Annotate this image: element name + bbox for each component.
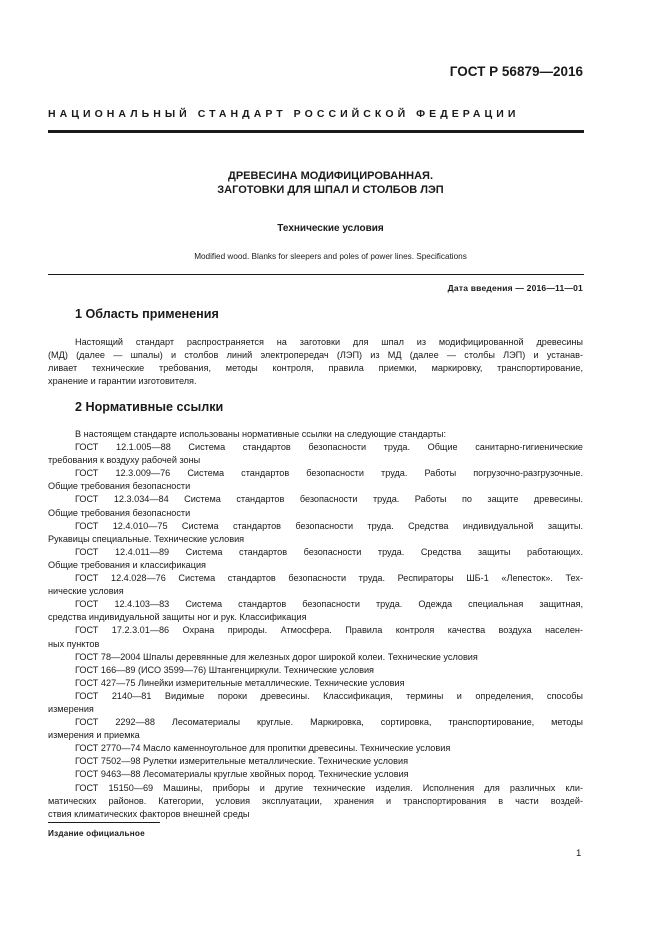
reference-line: измерения и приемка: [48, 730, 140, 741]
reference-line: нические условия: [48, 586, 124, 597]
title-divider: [48, 274, 584, 275]
reference-line: ГОСТ 12.1.005—88 Система стандартов безопасности труда. Общие санитарно-гигиенические: [75, 442, 583, 453]
reference-line: Общие требования безопасности: [48, 481, 191, 492]
document-subtitle: Технические условия: [277, 223, 384, 234]
text-line: (МД) (далее — шпалы) и столбов линий электропередач (ЛЭП) из МД (далее — столбы ЛЭП) и устанав-: [48, 350, 583, 361]
section-heading-scope: 1 Область применения: [75, 307, 219, 321]
text-line: Настоящий стандарт распространяется на заготовки для шпал из модифицированной древесины: [75, 337, 583, 347]
reference-line: ГОСТ 2292—88 Лесоматериалы круглые. Маркировка, сортировка, транспортирование, методы: [75, 717, 583, 728]
reference-line: ГОСТ 427—75 Линейки измерительные металлические. Технические условия: [75, 677, 405, 688]
header-divider: [48, 130, 584, 133]
reference-line: ГОСТ 2140—81 Видимые пороки древесины. Классификация, термины и определения, способы: [75, 690, 583, 701]
scope-paragraph: [48, 336, 583, 388]
reference-line: ных пунктов: [48, 638, 100, 649]
edition-label: Издание официальное: [48, 829, 145, 838]
document-code: ГОСТ Р 56879—2016: [449, 64, 583, 79]
reference-line: ГОСТ 2770—74 Масло каменноугольное для пропитки древесины. Технические условия: [75, 743, 451, 754]
references-list: [48, 428, 583, 821]
reference-line: ГОСТ 15150—69 Машины, приборы и другие технические изделия. Исполнения для различных кли-: [75, 782, 583, 793]
footer-divider: [48, 822, 160, 823]
english-title: Modified wood. Blanks for sleepers and poles of power lines. Specifications: [194, 252, 467, 261]
document-title-line2: ЗАГОТОВКИ ДЛЯ ШПАЛ И СТОЛБОВ ЛЭП: [217, 184, 444, 196]
reference-line: матических районов. Категории, условия эксплуатации, хранения и транспортирования в части воздей-: [48, 795, 583, 806]
reference-line: ГОСТ 7502—98 Рулетки измерительные металлические. Технические условия: [75, 756, 409, 767]
reference-line: ГОСТ 12.4.103—83 Система стандартов безопасности труда. Одежда специальная защитная,: [75, 599, 583, 610]
reference-line: ГОСТ 78—2004 Шпалы деревянные для железных дорог широкой колеи. Технические условия: [75, 651, 478, 662]
reference-line: Общие требования безопасности: [48, 507, 191, 518]
text-line: ливает технические требования, методы контроля, правила приемки, маркировку, транспортирование,: [48, 363, 583, 374]
reference-line: ГОСТ 12.3.009—76 Система стандартов безопасности труда. Работы погрузочно-разгрузочные.: [75, 468, 583, 479]
reference-line: ГОСТ 12.4.010—75 Система стандартов безопасности труда. Средства индивидуальной защиты.: [75, 520, 583, 531]
reference-line: ГОСТ 12.4.028—76 Система стандартов безопасности труда. Респираторы ШБ-1 «Лепесток». Тех-: [75, 573, 583, 584]
reference-line: средства индивидуальной защиты ног и рук. Классификация: [48, 612, 307, 623]
national-standard-heading: НАЦИОНАЛЬНЫЙ СТАНДАРТ РОССИЙСКОЙ ФЕДЕРАЦИИ: [48, 108, 520, 120]
document-title-line1: ДРЕВЕСИНА МОДИФИЦИРОВАННАЯ.: [227, 170, 434, 182]
introduction-date: Дата введения — 2016—11—01: [447, 283, 583, 293]
reference-line: ГОСТ 9463—88 Лесоматериалы круглые хвойных пород. Технические условия: [75, 769, 409, 780]
reference-line: требования к воздуху рабочей зоны: [48, 455, 201, 466]
reference-line: ГОСТ 17.2.3.01—86 Охрана природы. Атмосфера. Правила контроля качества воздуха населен-: [75, 625, 583, 636]
reference-line: Рукавицы специальные. Технические условия: [48, 533, 245, 544]
text-line: хранение и гарантии изготовителя.: [48, 376, 197, 387]
reference-line: ГОСТ 12.3.034—84 Система стандартов безопасности труда. Работы по защите древесины.: [75, 494, 583, 505]
text-line: В настоящем стандарте использованы нормативные ссылки на следующие стандарты:: [75, 429, 447, 439]
section-heading-references: 2 Нормативные ссылки: [75, 400, 224, 414]
page-number: 1: [576, 848, 582, 859]
reference-line: ствия климатических факторов внешней среды: [48, 808, 250, 819]
reference-line: Общие требования и классификация: [48, 559, 206, 570]
reference-line: измерения: [48, 703, 94, 714]
reference-line: ГОСТ 12.4.011—89 Система стандартов безопасности труда. Средства защиты работающих.: [75, 546, 583, 557]
reference-line: ГОСТ 166—89 (ИСО 3599—76) Штангенциркули. Технические условия: [75, 664, 375, 675]
